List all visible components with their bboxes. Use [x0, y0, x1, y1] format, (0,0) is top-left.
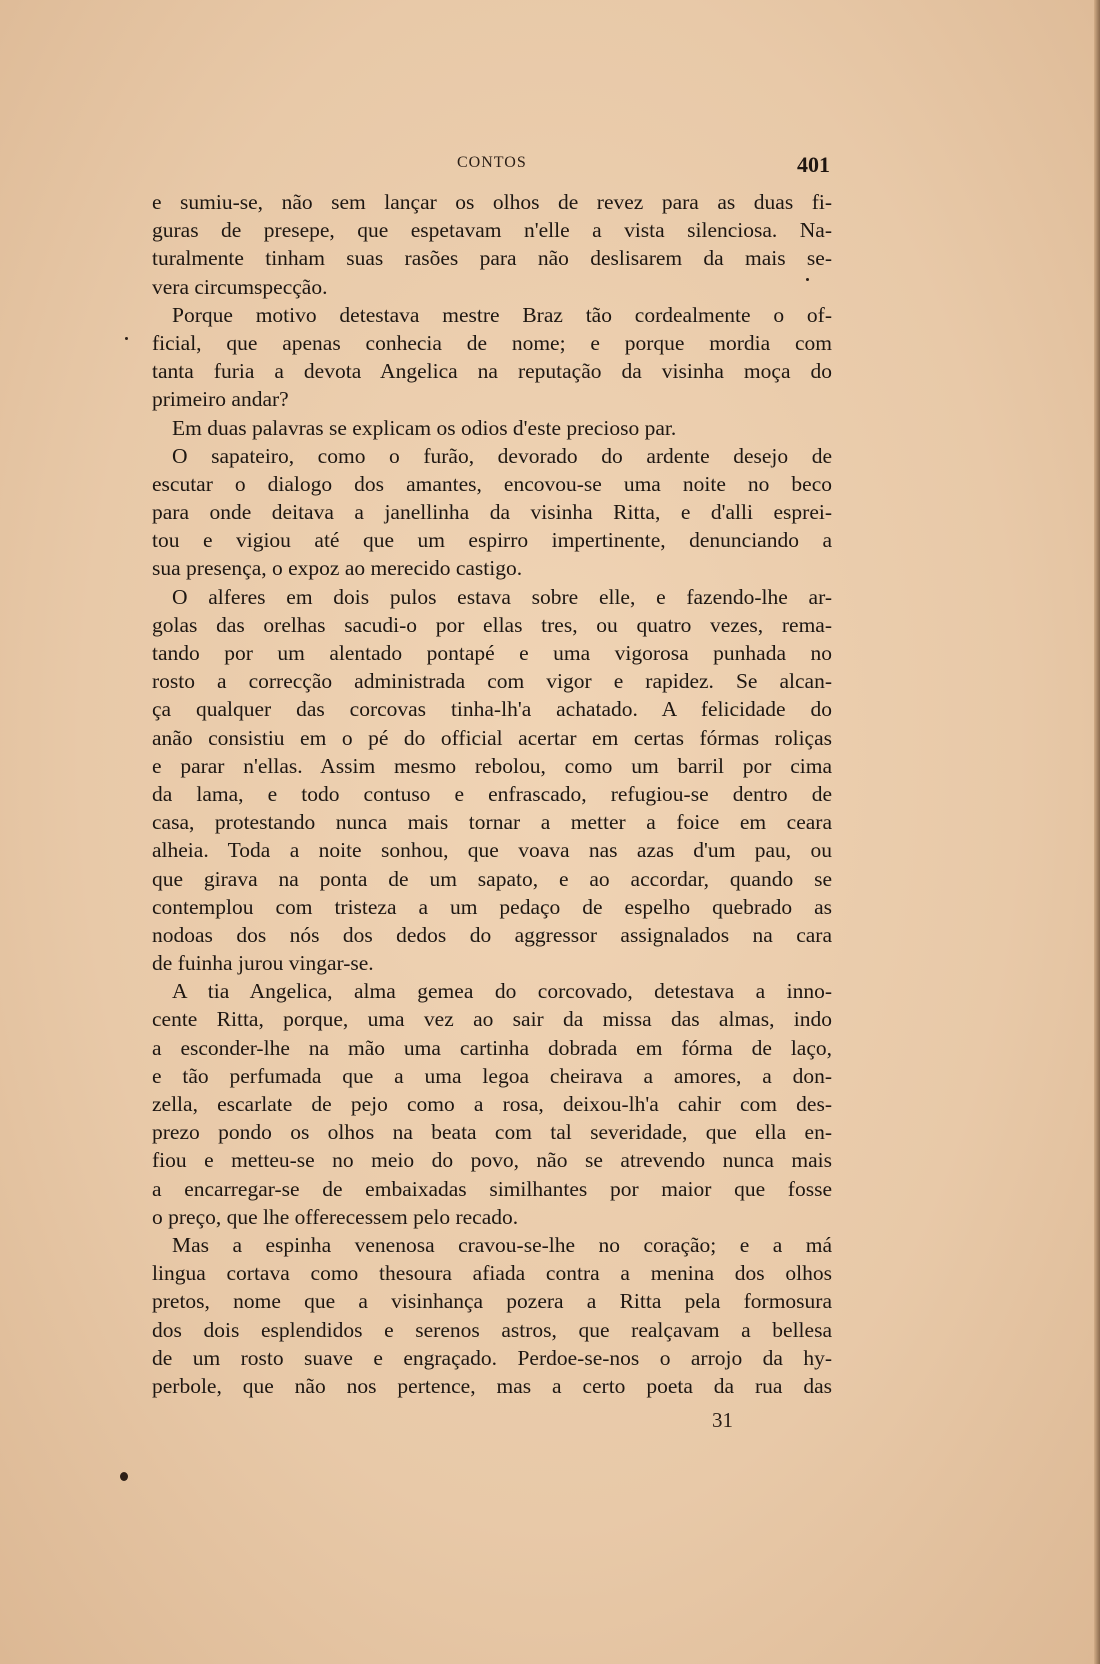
text-line: O alferes em dois pulos estava sobre elle, e fazendo-lhe ar- — [172, 584, 832, 609]
text-line: tou e vigiou até que um espirro impertinente, denunciando a — [152, 528, 832, 553]
text-line: vera circumspecção. — [152, 274, 328, 299]
page-edge — [1094, 0, 1100, 1664]
text-line: e tão perfumada que a uma legoa cheirava a amores, a don- — [152, 1063, 832, 1088]
text-line: e parar n'ellas. Assim mesmo rebolou, como um barril por cima — [152, 753, 832, 778]
text-line: ficial, que apenas conhecia de nome; e porque mordia com — [152, 330, 832, 355]
text-line: tando por um alentado pontapé e uma vigorosa punhada no — [152, 641, 832, 665]
text-line: que girava na ponta de um sapato, e ao accordar, quando se — [152, 866, 832, 891]
running-title: CONTOS — [457, 154, 527, 171]
text-line: tanta furia a devota Angelica na reputação da visinha moça do — [152, 359, 832, 384]
text-line: turalmente tinham suas rasões para não deslisarem da mais se- — [152, 246, 832, 271]
text-line: da lama, e todo contuso e enfrascado, refugiou-se dentro de — [152, 781, 832, 806]
text-line: primeiro andar? — [152, 387, 289, 412]
text-line: A tia Angelica, alma gemea do corcovado, detestava a inno- — [172, 979, 832, 1004]
text-line: sua presença, o expoz ao merecido castigo. — [152, 556, 523, 581]
text-line: de um rosto suave e engraçado. Perdoe-se-nos o arrojo da hy- — [152, 1345, 832, 1370]
body-text — [152, 188, 832, 1400]
text-line: dos dois esplendidos e serenos astros, que realçavam a bellesa — [152, 1317, 832, 1342]
text-line: ça qualquer das corcovas tinha-lh'a achatado. A felicidade do — [152, 697, 832, 722]
text-line: o preço, que lhe offerecessem pelo recado. — [152, 1204, 519, 1229]
text-line: rosto a correcção administrada com vigor e rapidez. Se alcan- — [152, 669, 832, 694]
text-line: golas das orelhas sacudi-o por ellas tres, ou quatro vezes, rema- — [152, 612, 832, 637]
text-line: a encarregar-se de embaixadas similhantes por maior que fosse — [152, 1176, 832, 1201]
text-line: de fuinha jurou vingar-se. — [152, 951, 374, 976]
text-line: perbole, que não nos pertence, mas a certo poeta da rua das — [152, 1373, 832, 1398]
text-line: e sumiu-se, não sem lançar os olhos de revez para as duas fi- — [152, 190, 832, 214]
text-line: zella, escarlate de pejo como a rosa, deixou-lh'a cahir com des- — [152, 1092, 832, 1116]
ink-speck — [806, 278, 809, 281]
text-line: nodoas dos nós dos dedos do aggressor assignalados na cara — [152, 922, 832, 947]
text-line: O sapateiro, como o furão, devorado do ardente desejo de — [172, 443, 832, 468]
text-line: fiou e metteu-se no meio do povo, não se atrevendo nunca mais — [152, 1148, 832, 1173]
text-line: lingua cortava como thesoura afiada contra a menina dos olhos — [152, 1261, 832, 1286]
text-line: prezo pondo os olhos na beata com tal severidade, que ella en- — [152, 1120, 832, 1145]
text-line: para onde deitava a janellinha da visinha Ritta, e d'alli esprei- — [152, 500, 832, 525]
text-line: cente Ritta, porque, uma vez ao sair da missa das almas, indo — [152, 1007, 832, 1032]
ink-speck — [125, 337, 128, 340]
page-number: 401 — [797, 152, 830, 177]
text-line: Mas a espinha venenosa cravou-se-lhe no coração; e a má — [172, 1232, 832, 1257]
text-line: Porque motivo detestava mestre Braz tão cordealmente o of- — [172, 302, 832, 327]
text-line: alheia. Toda a noite sonhou, que voava nas azas d'um pau, ou — [152, 838, 832, 863]
text-line: anão consistiu em o pé do official acertar em certas fórmas roliças — [152, 725, 832, 750]
text-line: Em duas palavras se explicam os odios d'este precioso par. — [172, 415, 677, 440]
text-line: casa, protestando nunca mais tornar a metter a foice em ceara — [152, 810, 832, 835]
text-line: escutar o dialogo dos amantes, encovou-se uma noite no beco — [152, 471, 832, 496]
text-line: a esconder-lhe na mão uma cartinha dobrada em fórma de laço, — [152, 1035, 832, 1060]
signature-mark: 31 — [712, 1408, 733, 1432]
text-line: contemplou com tristeza a um pedaço de espelho quebrado as — [152, 894, 832, 919]
text-line: guras de presepe, que espetavam n'elle a vista silenciosa. Na- — [152, 218, 832, 243]
ink-spot — [120, 1472, 128, 1481]
page-header — [152, 152, 830, 182]
text-line: pretos, nome que a visinhança pozera a Ritta pela formosura — [152, 1289, 832, 1314]
